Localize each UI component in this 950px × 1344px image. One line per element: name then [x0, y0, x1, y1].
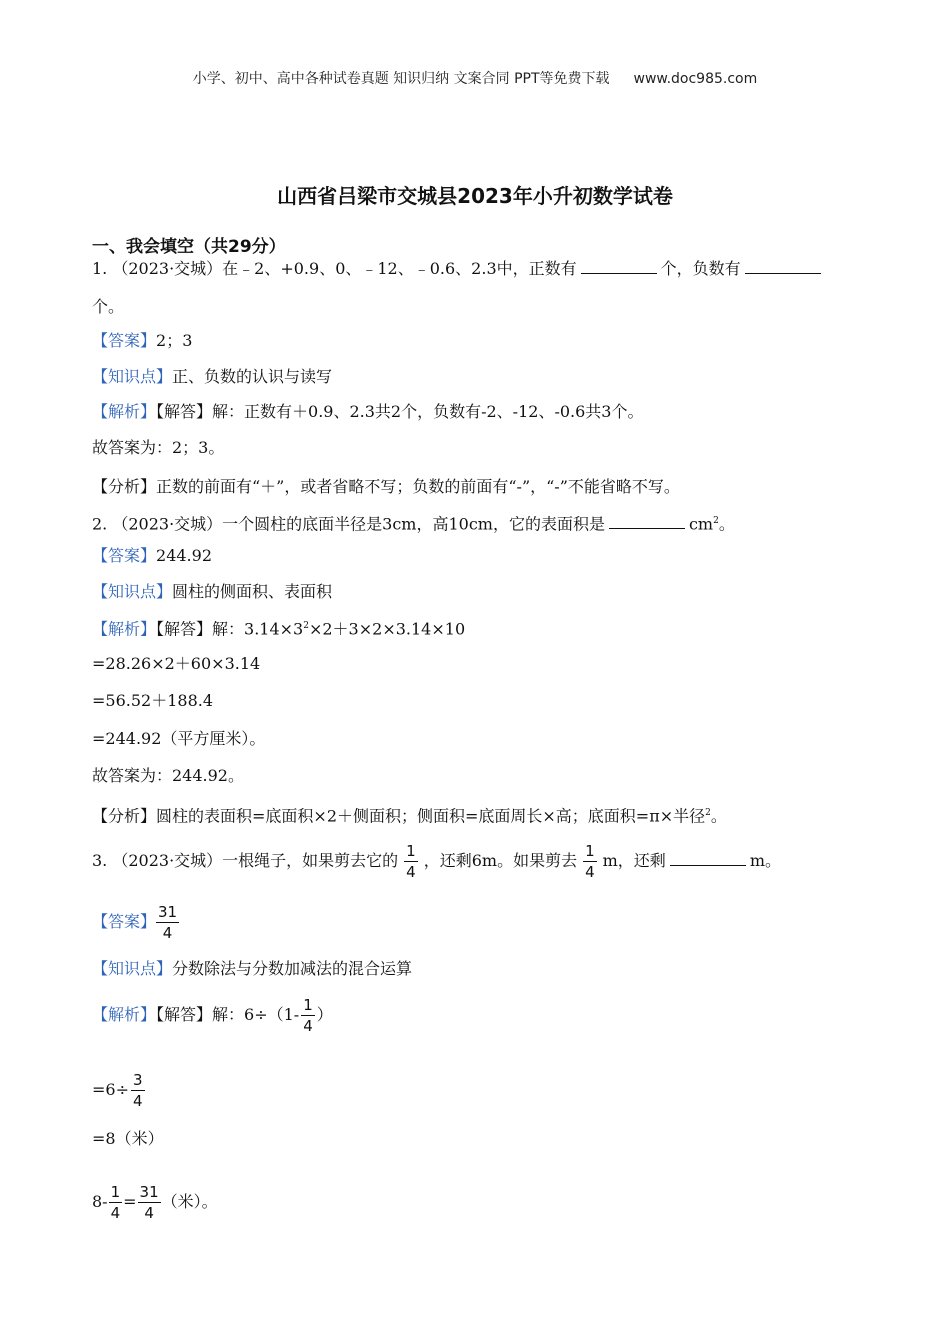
q2-stem: 2. （2023·交城）一个圆柱的底面半径是3cm，高10cm，它的表面积是 $cm^2$。 [92, 514, 735, 534]
fraction: $\frac{1}{4}$ [303, 996, 313, 1035]
q2-note: 【分析】圆柱的表面积=底面积×2＋侧面积；侧面积=底面周长×高；底面积=π×半径$^2$。 [92, 806, 727, 826]
q3-knowledge-point: 【知识点】分数除法与分数加减法的混合运算 [92, 959, 413, 978]
q1-stem: 1. （2023·交城）在﹣2、+0.9、0、﹣12、﹣0.6、2.3中，正数有 个，负数有 [92, 259, 825, 279]
fraction: $\frac{3}{4}$ [133, 1071, 143, 1110]
q3-step: 8- $\frac{1}{4}$ = $\frac{31}{4}$ （米）。 [92, 1183, 218, 1222]
q3-step: =6÷ $\frac{3}{4}$ [92, 1071, 143, 1110]
page-header [0, 68, 950, 88]
q1-stem-cont: 个。 [92, 297, 125, 316]
q3-step: =8（米） [92, 1129, 164, 1148]
answer-blank [581, 259, 657, 274]
fraction: $\frac{1}{4}$ [110, 1183, 121, 1222]
fraction: $\frac{31}{4}$ [158, 903, 178, 942]
answer-blank [745, 259, 821, 274]
q2-step: =244.92（平方厘米）。 [92, 729, 266, 748]
header-text: 小学、初中、高中各种试卷真题 知识归纳 文案合同 PPT等免费下载 [192, 71, 610, 87]
q2-conclusion: 故答案为：244.92。 [92, 766, 244, 785]
fraction: $\frac{1}{4}$ [585, 842, 595, 881]
page-title: 山西省吕梁市交城县2023年小升初数学试卷 [277, 184, 673, 208]
q2-analysis: 【解析】【解答】解：$3.14\times 3^2\times 2+3\times 2\times 3.14\times 10$ [92, 619, 466, 639]
q3-stem: 3. （2023·交城）一根绳子，如果剪去它的 $\frac{1}{4}$ ，还剩6m。如果剪去 $\frac{1}{4}$ m，还剩 m。 [92, 842, 781, 881]
q1-conclusion: 故答案为：2；3。 [92, 438, 225, 457]
q3-answer: 【答案】 $\frac{31}{4}$ [92, 903, 178, 942]
q2-knowledge-point: 【知识点】圆柱的侧面积、表面积 [92, 582, 333, 601]
fraction: $\frac{31}{4}$ [139, 1183, 159, 1222]
header-url[interactable]: www.doc985.com [633, 71, 758, 87]
q2-step: =56.52＋188.4 [92, 691, 214, 710]
section-heading: 一、我会填空（共29分） [92, 237, 286, 257]
q1-answer: 【答案】2；3 [92, 331, 193, 350]
q2-step: =28.26×2＋60×3.14 [92, 654, 261, 673]
answer-blank [609, 514, 685, 529]
answer-blank [670, 851, 746, 866]
fraction: $\frac{1}{4}$ [406, 842, 416, 881]
q3-analysis: 【解析】【解答】解：6÷（1- $\frac{1}{4}$ ） [92, 996, 333, 1035]
q1-knowledge-point: 【知识点】正、负数的认识与读写 [92, 367, 333, 386]
q1-note: 【分析】正数的前面有“＋”，或者省略不写；负数的前面有“-”，“-”不能省略不写。 [92, 477, 680, 496]
q2-answer: 【答案】244.92 [92, 546, 212, 565]
q1-analysis: 【解析】【解答】解：正数有＋0.9、2.3共2个，负数有-2、-12、-0.6共3个。 [92, 402, 644, 421]
